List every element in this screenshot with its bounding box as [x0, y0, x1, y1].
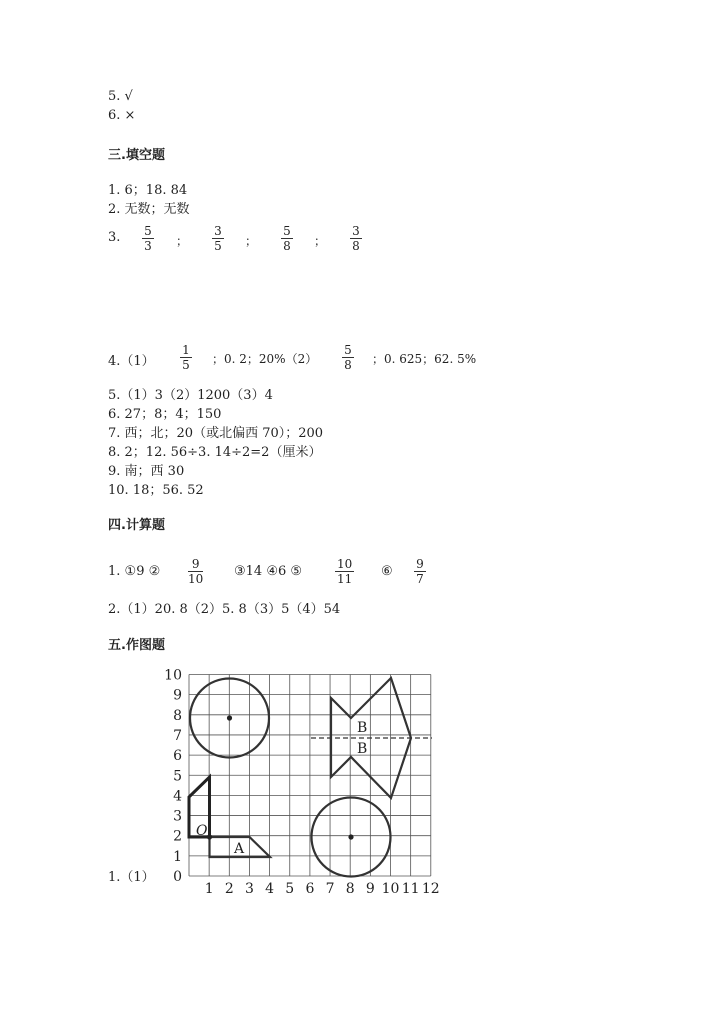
- fraction: 3 8: [350, 224, 362, 253]
- answer-3-8: 8. 2；12. 56÷3. 14÷2=2（厘米）: [108, 445, 322, 460]
- answer-2-5: 5. √: [108, 89, 133, 104]
- answer-3-3-label: 3.: [108, 230, 121, 245]
- label-b-upper: B: [357, 720, 368, 736]
- answer-2-6: 6. ×: [108, 108, 136, 123]
- section-3-title: 三.填空题: [108, 148, 165, 163]
- answer-3-5: 5.（1）3（2）1200（3）4: [108, 388, 273, 403]
- y-tick-label: 5: [173, 768, 182, 785]
- fraction: 3 5: [212, 224, 224, 253]
- y-tick-label: 3: [173, 808, 182, 825]
- answer-3-4-prefix: 4.（1）: [108, 354, 155, 369]
- x-tick-label: 5: [285, 881, 295, 897]
- fraction: 10 11: [337, 557, 353, 586]
- section-4-title: 四.计算题: [108, 518, 165, 533]
- label-a: A: [234, 841, 245, 857]
- x-tick-label: 10: [381, 881, 400, 897]
- y-tick-label: 9: [173, 687, 182, 704]
- answer-3-1: 1. 6；18. 84: [108, 183, 188, 198]
- x-tick-label: 3: [244, 881, 254, 897]
- fraction: 5 3: [142, 224, 154, 253]
- x-tick-label: 2: [224, 881, 234, 897]
- y-tick-label: 1: [173, 848, 182, 865]
- center-dot: [348, 834, 353, 839]
- separator: ；: [314, 234, 327, 248]
- answer-4-1-c: ⑥: [381, 564, 393, 579]
- y-tick-label: 2: [173, 828, 182, 845]
- separator: ；: [245, 234, 258, 248]
- answer-4-1-b: ③14 ④6 ⑤: [234, 564, 303, 579]
- answer-3-4-suffix: ；0. 625；62. 5%: [372, 352, 477, 366]
- y-tick-label: 8: [173, 707, 182, 724]
- y-tick-label: 7: [173, 727, 182, 744]
- answer-3-6: 6. 27；8；4；150: [108, 407, 222, 422]
- x-tick-label: 4: [265, 881, 275, 897]
- fraction: 1 5: [180, 343, 192, 372]
- fraction: 9 7: [414, 557, 426, 586]
- label-o: O: [196, 823, 208, 839]
- x-tick-label: 7: [325, 881, 335, 897]
- answer-5-1-label: 1.（1）: [108, 870, 155, 885]
- x-tick-label: 8: [345, 881, 355, 897]
- center-dot: [227, 715, 232, 720]
- y-tick-label: 6: [173, 748, 182, 765]
- answer-3-7: 7. 西；北；20（或北偏西 70）；200: [108, 426, 324, 441]
- fraction: 9 10: [188, 557, 204, 586]
- grid-figure: [155, 668, 455, 900]
- separator: ；: [176, 234, 189, 248]
- fraction: 5 8: [342, 343, 354, 372]
- answer-4-1-a: 1. ①9 ②: [108, 564, 161, 579]
- grid-lines: [189, 675, 431, 877]
- x-tick-label: 9: [365, 881, 375, 897]
- answer-3-4-middle: ；0. 2；20%（2）: [212, 352, 318, 366]
- y-tick-label: 0: [173, 869, 182, 885]
- label-b-lower: B: [357, 741, 368, 757]
- answer-4-2: 2.（1）20. 8（2）5. 8（3）5（4）54: [108, 602, 341, 617]
- x-tick-label: 12: [421, 881, 440, 897]
- x-tick-label: 1: [204, 881, 214, 897]
- y-tick-label: 10: [164, 668, 182, 684]
- point-o: [207, 834, 212, 839]
- fraction: 5 8: [281, 224, 293, 253]
- answer-3-10: 10. 18；56. 52: [108, 483, 204, 498]
- answer-3-9: 9. 南；西 30: [108, 464, 185, 479]
- y-tick-label: 4: [173, 788, 182, 805]
- x-tick-label: 11: [401, 881, 420, 897]
- x-tick-label: 6: [305, 881, 315, 897]
- section-5-title: 五.作图题: [108, 638, 165, 653]
- answer-3-2: 2. 无数；无数: [108, 202, 190, 217]
